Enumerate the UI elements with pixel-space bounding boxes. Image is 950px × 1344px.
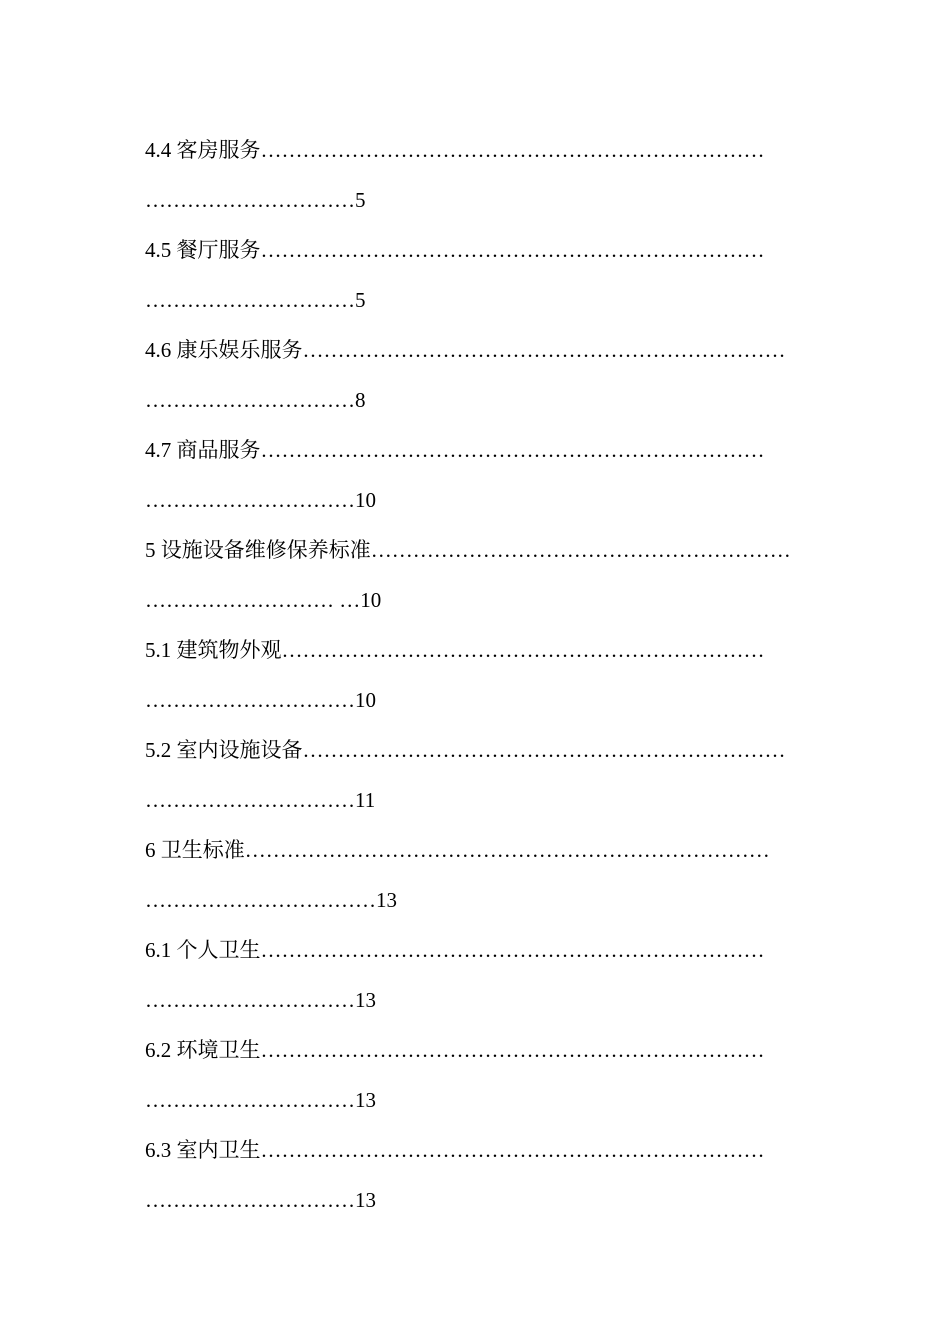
toc-entry-title-line bbox=[145, 628, 825, 678]
toc-entry-title: 4.7 商品服务 bbox=[145, 438, 261, 462]
toc-entry-page-line bbox=[145, 1078, 825, 1128]
toc-entry[interactable] bbox=[145, 228, 825, 328]
toc-leader-dots: ………………………… bbox=[145, 1188, 355, 1212]
toc-entry-page-line bbox=[145, 978, 825, 1028]
toc-entry-title-line bbox=[145, 928, 825, 978]
toc-entry-page-line bbox=[145, 378, 825, 428]
toc-page-number: 5 bbox=[355, 188, 366, 212]
toc-leader-dots: ………………………… bbox=[145, 988, 355, 1012]
toc-entry-title-line bbox=[145, 1128, 825, 1178]
toc-entry-title-line bbox=[145, 328, 825, 378]
toc-entry-title-line bbox=[145, 528, 825, 578]
toc-page-number: 13 bbox=[355, 1188, 376, 1212]
toc-leader-dots: ………………………………………………………………… bbox=[244, 838, 770, 862]
toc-page-number: 10 bbox=[360, 588, 382, 612]
toc-entry-title-line bbox=[145, 1028, 825, 1078]
toc-leader-dots: ……………………………………………………………… bbox=[260, 938, 765, 962]
toc-leader-dots: ………………………… bbox=[145, 1088, 355, 1112]
toc-entry[interactable] bbox=[145, 128, 825, 228]
toc-leader-dots: ……………………… … bbox=[145, 588, 361, 612]
toc-entry-page-line bbox=[145, 578, 825, 628]
toc-leader-dots: …………………………………………………………… bbox=[281, 638, 765, 662]
toc-entry-page-line bbox=[145, 478, 825, 528]
toc-entry-title: 4.4 客房服务 bbox=[145, 138, 261, 162]
toc-entry[interactable] bbox=[145, 528, 825, 628]
toc-entry-page-line bbox=[145, 878, 825, 928]
toc-entry-title-line bbox=[145, 828, 825, 878]
toc-entry[interactable] bbox=[145, 428, 825, 528]
toc-entry-page-line bbox=[145, 278, 825, 328]
toc-entry-title: 5.1 建筑物外观 bbox=[145, 638, 282, 662]
toc-entry-title: 5.2 室内设施设备 bbox=[145, 738, 303, 762]
table-of-contents bbox=[145, 128, 825, 1228]
toc-leader-dots: ………………………… bbox=[145, 488, 355, 512]
toc-entry[interactable] bbox=[145, 328, 825, 428]
toc-page-number: 13 bbox=[355, 988, 376, 1012]
toc-leader-dots: …………………………………………………………… bbox=[302, 738, 786, 762]
toc-entry-title-line bbox=[145, 428, 825, 478]
toc-page-number: 10 bbox=[355, 688, 376, 712]
toc-page-number: 5 bbox=[355, 288, 366, 312]
toc-entry-title-line bbox=[145, 128, 825, 178]
toc-entry[interactable] bbox=[145, 1128, 825, 1228]
toc-leader-dots: ……………………………………………………………… bbox=[260, 1138, 765, 1162]
toc-entry-title: 6.1 个人卫生 bbox=[145, 938, 261, 962]
toc-entry[interactable] bbox=[145, 1028, 825, 1128]
toc-entry[interactable] bbox=[145, 728, 825, 828]
toc-leader-dots: …………………………………………………… bbox=[370, 538, 791, 562]
toc-entry-title: 6.2 环境卫生 bbox=[145, 1038, 261, 1062]
toc-page-number: 13 bbox=[355, 1088, 376, 1112]
toc-entry[interactable] bbox=[145, 628, 825, 728]
toc-entry-title-line bbox=[145, 228, 825, 278]
toc-leader-dots: ………………………… bbox=[145, 288, 355, 312]
toc-entry-page-line bbox=[145, 1178, 825, 1228]
toc-leader-dots: ……………………………………………………………… bbox=[260, 1038, 765, 1062]
toc-entry-title: 6 卫生标准 bbox=[145, 838, 245, 862]
toc-page-number: 13 bbox=[376, 888, 397, 912]
toc-leader-dots: ………………………… bbox=[145, 788, 355, 812]
toc-leader-dots: ……………………………………………………………… bbox=[260, 138, 765, 162]
toc-page-number: 8 bbox=[355, 388, 366, 412]
toc-page-number: 11 bbox=[355, 788, 376, 812]
toc-entry-title: 5 设施设备维修保养标准 bbox=[145, 538, 371, 562]
toc-leader-dots: ………………………… bbox=[145, 388, 355, 412]
toc-entry-page-line bbox=[145, 178, 825, 228]
toc-page-number: 10 bbox=[355, 488, 376, 512]
toc-leader-dots: ………………………… bbox=[145, 688, 355, 712]
toc-leader-dots: ……………………………………………………………… bbox=[260, 238, 765, 262]
toc-entry-title: 4.6 康乐娱乐服务 bbox=[145, 338, 303, 362]
toc-entry-title-line bbox=[145, 728, 825, 778]
toc-leader-dots: …………………………………………………………… bbox=[302, 338, 786, 362]
toc-entry-page-line bbox=[145, 678, 825, 728]
toc-entry[interactable] bbox=[145, 828, 825, 928]
toc-entry[interactable] bbox=[145, 928, 825, 1028]
toc-entry-title: 6.3 室内卫生 bbox=[145, 1138, 261, 1162]
toc-leader-dots: …………………………… bbox=[145, 888, 376, 912]
toc-leader-dots: ………………………… bbox=[145, 188, 355, 212]
toc-entry-page-line bbox=[145, 778, 825, 828]
toc-entry-title: 4.5 餐厅服务 bbox=[145, 238, 261, 262]
toc-leader-dots: ……………………………………………………………… bbox=[260, 438, 765, 462]
